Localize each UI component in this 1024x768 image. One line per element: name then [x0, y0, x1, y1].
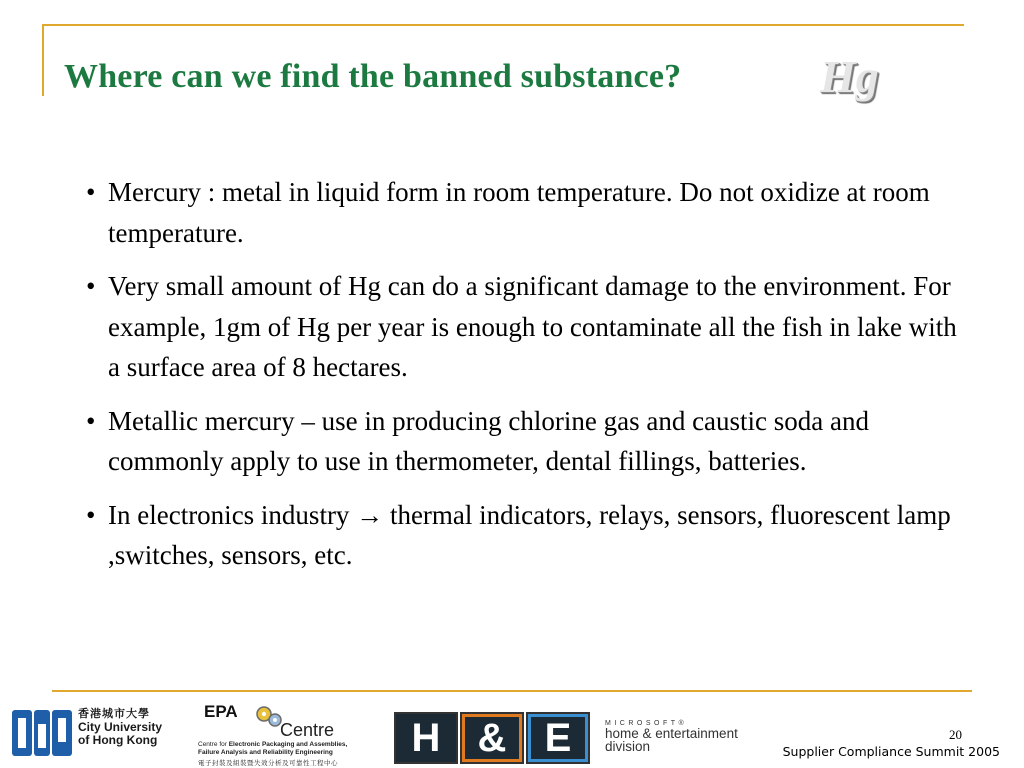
hg-symbol: Hg: [820, 51, 879, 102]
he-letter-h: H: [394, 712, 458, 764]
epa-description: [198, 741, 354, 756]
epa-desc-prefix: Centre for: [198, 741, 229, 748]
cityu-emblem-icon: [10, 704, 74, 762]
bullet-item: [86, 401, 966, 482]
microsoft-division-line2: division: [605, 739, 651, 754]
cityu-name-line1: City University: [78, 720, 163, 734]
epa-chinese-name: 電子封裝及組裝暨失效分析及可靠性工程中心: [198, 760, 338, 767]
bullet-text: Metallic mercury – use in producing chlorine gas and caustic soda and commonly apply to use in thermometer, dental fillings, batteries.: [108, 405, 870, 476]
epa-desc-line2: Failure Analysis and Reliability Engineering: [198, 748, 333, 756]
bullet-dot: •: [86, 271, 96, 301]
page-number: 20: [949, 727, 962, 742]
bullet-dot: •: [86, 177, 96, 207]
top-frame-line: [42, 24, 964, 26]
bullet-text-before-arrow: In electronics industry: [108, 499, 350, 530]
epa-centre-word: Centre: [280, 720, 335, 740]
bullet-item: [86, 172, 966, 253]
bullet-text-after-arrow: thermal indicators, relays, sensors, fluorescent lamp ,switches, sensors, etc.: [108, 499, 951, 570]
bullet-list: [86, 172, 966, 589]
footer-event-name: Supplier Compliance Summit 2005: [782, 744, 1000, 759]
he-logo: [394, 712, 590, 766]
bullet-item: [86, 266, 966, 388]
bullet-dot: •: [86, 405, 96, 436]
bullet-text: Mercury : metal in liquid form in room temperature. Do not oxidize at room temperature.: [108, 177, 930, 248]
epa-centre-logo: [198, 702, 354, 766]
epa-abbr: EPA: [204, 702, 238, 721]
left-frame-line: [42, 24, 44, 96]
epa-desc-main: Electronic Packaging and Assemblies,: [228, 741, 348, 748]
bullet-text: Very small amount of Hg can do a significant damage to the environment. For example, 1gm of Hg per year is enough to contaminate all the fish in lake with a surface area of 8 hectares.: [108, 271, 957, 382]
microsoft-division-line1: home & entertainment: [605, 726, 738, 741]
bullet-item: [86, 495, 966, 576]
bullet-dot: •: [86, 499, 96, 530]
cityu-name-line2: of Hong Kong: [78, 733, 158, 747]
microsoft-division-logo: [605, 720, 738, 753]
he-letter-e: E: [526, 712, 590, 764]
bottom-frame-line: [52, 690, 972, 692]
cityu-logo: [10, 704, 170, 762]
he-ampersand: &: [460, 712, 524, 764]
slide-title: Where can we find the banned substance?: [64, 58, 682, 95]
cityu-chinese-name: 香港城市大學: [78, 708, 150, 720]
right-arrow-icon: →: [356, 499, 384, 530]
microsoft-brand: MICROSOFT®: [605, 720, 688, 727]
